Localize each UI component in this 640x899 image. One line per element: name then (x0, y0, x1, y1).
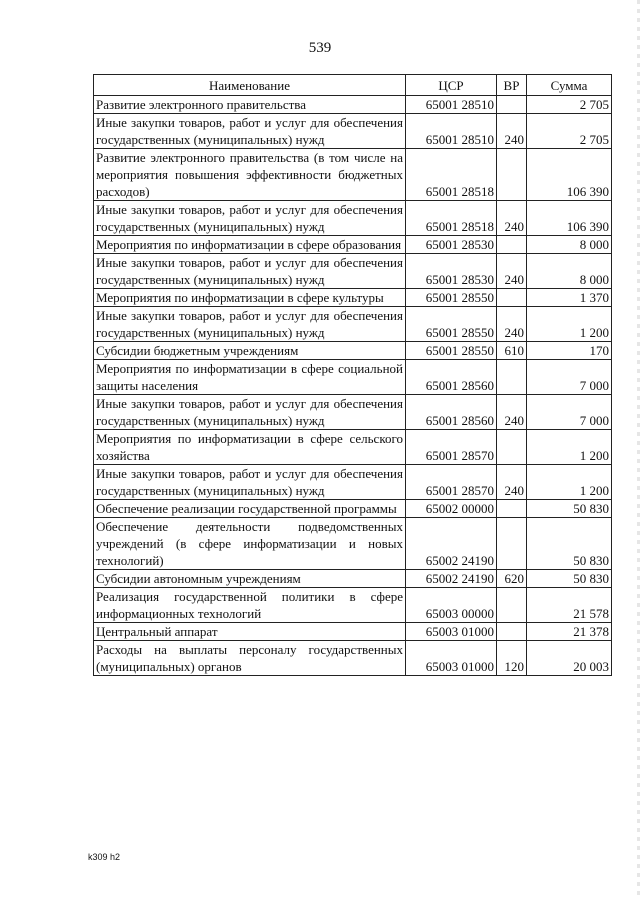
cell-csr: 65001 28550 (406, 307, 497, 342)
cell-csr: 65001 28550 (406, 342, 497, 360)
cell-csr: 65001 28518 (406, 149, 497, 201)
cell-csr: 65003 01000 (406, 623, 497, 641)
cell-name: Мероприятия по информатизации в сфере социальной защиты населения (94, 360, 406, 395)
cell-name: Субсидии бюджетным учреждениям (94, 342, 406, 360)
cell-vr (497, 500, 527, 518)
cell-name: Иные закупки товаров, работ и услуг для обеспечения государственных (муниципальных) нужд (94, 395, 406, 430)
cell-name: Обеспечение деятельности подведомственных учреждений (в сфере информатизации и новых технологий) (94, 518, 406, 570)
header-csr: ЦСР (406, 75, 497, 96)
cell-csr: 65001 28530 (406, 236, 497, 254)
cell-sum: 1 200 (527, 465, 612, 500)
cell-csr: 65002 24190 (406, 570, 497, 588)
cell-name: Мероприятия по информатизации в сфере культуры (94, 289, 406, 307)
cell-name: Мероприятия по информатизации в сфере сельского хозяйства (94, 430, 406, 465)
cell-vr (497, 588, 527, 623)
cell-name: Иные закупки товаров, работ и услуг для обеспечения государственных (муниципальных) нужд (94, 114, 406, 149)
cell-sum: 106 390 (527, 201, 612, 236)
cell-csr: 65001 28560 (406, 395, 497, 430)
cell-csr: 65001 28550 (406, 289, 497, 307)
cell-sum: 21 578 (527, 588, 612, 623)
table-row (94, 149, 612, 201)
cell-vr: 620 (497, 570, 527, 588)
table-row (94, 570, 612, 588)
table-row (94, 201, 612, 236)
cell-vr: 240 (497, 307, 527, 342)
table-row (94, 96, 612, 114)
table-row (94, 430, 612, 465)
cell-csr: 65001 28530 (406, 254, 497, 289)
cell-sum: 1 200 (527, 307, 612, 342)
cell-csr: 65001 28510 (406, 96, 497, 114)
cell-vr: 240 (497, 395, 527, 430)
cell-csr: 65003 01000 (406, 641, 497, 676)
budget-table (93, 74, 612, 676)
cell-vr (497, 236, 527, 254)
header-row (94, 75, 612, 96)
cell-sum: 2 705 (527, 114, 612, 149)
cell-sum: 170 (527, 342, 612, 360)
cell-vr: 240 (497, 114, 527, 149)
cell-csr: 65001 28570 (406, 430, 497, 465)
cell-sum: 1 370 (527, 289, 612, 307)
table-row (94, 623, 612, 641)
cell-vr: 610 (497, 342, 527, 360)
cell-sum: 106 390 (527, 149, 612, 201)
table-row (94, 588, 612, 623)
cell-vr: 240 (497, 254, 527, 289)
cell-sum: 50 830 (527, 500, 612, 518)
cell-csr: 65002 24190 (406, 518, 497, 570)
cell-csr: 65001 28570 (406, 465, 497, 500)
table-row (94, 342, 612, 360)
cell-sum: 8 000 (527, 254, 612, 289)
cell-sum: 50 830 (527, 518, 612, 570)
table-row (94, 360, 612, 395)
cell-sum: 21 378 (527, 623, 612, 641)
cell-name: Субсидии автономным учреждениям (94, 570, 406, 588)
cell-csr: 65002 00000 (406, 500, 497, 518)
cell-vr (497, 360, 527, 395)
table-row (94, 114, 612, 149)
cell-sum: 20 003 (527, 641, 612, 676)
table-row (94, 500, 612, 518)
cell-name: Обеспечение реализации государственной программы (94, 500, 406, 518)
cell-sum: 7 000 (527, 360, 612, 395)
cell-sum: 50 830 (527, 570, 612, 588)
cell-csr: 65001 28560 (406, 360, 497, 395)
cell-name: Центральный аппарат (94, 623, 406, 641)
table-row (94, 254, 612, 289)
cell-name: Иные закупки товаров, работ и услуг для обеспечения государственных (муниципальных) нужд (94, 201, 406, 236)
cell-vr (497, 149, 527, 201)
cell-vr (497, 623, 527, 641)
cell-name: Иные закупки товаров, работ и услуг для обеспечения государственных (муниципальных) нужд (94, 254, 406, 289)
cell-csr: 65003 00000 (406, 588, 497, 623)
header-sum: Сумма (527, 75, 612, 96)
cell-name: Реализация государственной политики в сфере информационных технологий (94, 588, 406, 623)
footer-code: k309 h2 (88, 852, 121, 862)
cell-vr: 120 (497, 641, 527, 676)
table-row (94, 641, 612, 676)
cell-vr (497, 518, 527, 570)
cell-vr (497, 96, 527, 114)
table-header (94, 75, 612, 96)
cell-name: Мероприятия по информатизации в сфере образования (94, 236, 406, 254)
cell-name: Расходы на выплаты персоналу государственных (муниципальных) органов (94, 641, 406, 676)
cell-csr: 65001 28518 (406, 201, 497, 236)
table-body (94, 96, 612, 676)
cell-vr: 240 (497, 201, 527, 236)
cell-vr: 240 (497, 465, 527, 500)
page-number: 539 (308, 40, 332, 56)
cell-vr (497, 289, 527, 307)
cell-sum: 1 200 (527, 430, 612, 465)
cell-sum: 7 000 (527, 395, 612, 430)
cell-sum: 8 000 (527, 236, 612, 254)
table-row (94, 236, 612, 254)
cell-csr: 65001 28510 (406, 114, 497, 149)
cell-sum: 2 705 (527, 96, 612, 114)
table-row (94, 307, 612, 342)
cell-name: Развитие электронного правительства (в том числе на мероприятия повышения эффективности бюджетных расходов) (94, 149, 406, 201)
cell-name: Иные закупки товаров, работ и услуг для обеспечения государственных (муниципальных) нужд (94, 307, 406, 342)
table-row (94, 518, 612, 570)
header-vr: ВР (497, 75, 527, 96)
cell-name: Иные закупки товаров, работ и услуг для обеспечения государственных (муниципальных) нужд (94, 465, 406, 500)
cell-name: Развитие электронного правительства (94, 96, 406, 114)
table-row (94, 465, 612, 500)
table-row (94, 395, 612, 430)
cell-vr (497, 430, 527, 465)
table-row (94, 289, 612, 307)
header-name: Наименование (94, 75, 406, 96)
